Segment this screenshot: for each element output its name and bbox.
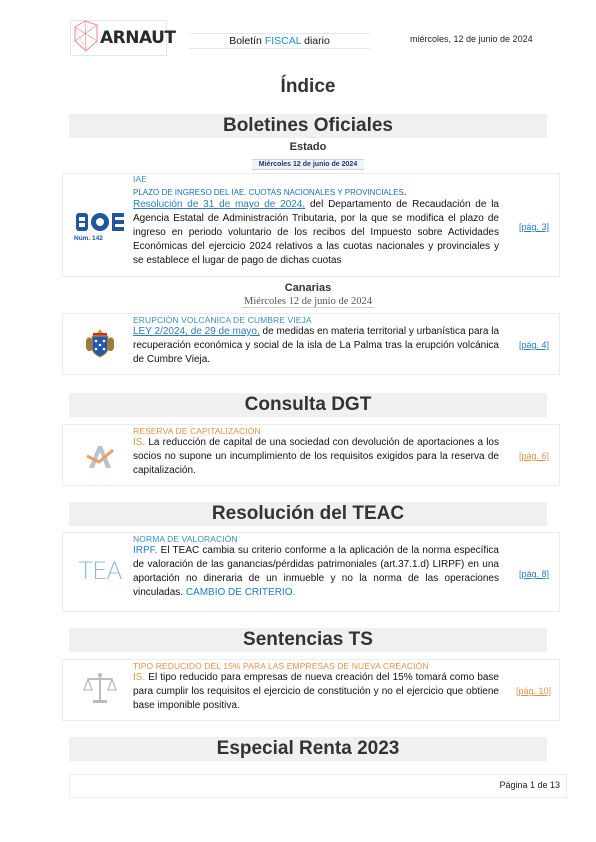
page-footer bbox=[69, 774, 567, 798]
entry-cumbre-vieja-content bbox=[133, 315, 499, 367]
bulletin-title-prefix: Boletín bbox=[229, 35, 265, 47]
entry-tipo-reducido-tag: IS. bbox=[133, 672, 146, 683]
boe-number-label: Núm. 142 bbox=[74, 234, 103, 242]
scales-of-justice-icon bbox=[69, 666, 131, 710]
entry-tipo-reducido-text: El tipo reducido para empresas de nueva creación del 15% tomará como base para cumplir los requisitos el ejercicio de constitución y no el ejercicio que obtiene base imponible positiva. bbox=[133, 672, 499, 711]
bulletin-title-suffix: diario bbox=[301, 35, 330, 47]
entry-reserva-capitalizacion-text: La reducción de capital de una sociedad con devolución de aportaciones a los socios no supone un incumplimiento de los requisitos exigidos para la reserva de capitalización. bbox=[133, 437, 499, 476]
entry-norma-valoracion-content bbox=[133, 534, 499, 600]
entry-iae-category: IAE bbox=[133, 174, 148, 184]
entry-cumbre-vieja-body bbox=[133, 325, 499, 367]
entry-tipo-reducido-page-link[interactable]: [pág. 10] bbox=[515, 686, 551, 696]
entry-reserva-capitalizacion-tag: IS. bbox=[133, 437, 146, 448]
boe-icon bbox=[69, 204, 131, 248]
canarias-date-label: Miércoles 12 de junio de 2024 bbox=[243, 296, 372, 307]
entry-norma-valoracion-category: NORMA DE VALORACIÓN bbox=[133, 534, 238, 544]
logo-text: ARNAUT bbox=[100, 28, 176, 48]
entry-iae-text: del Departamento de Recaudación de la Agencia Estatal de Administración Tributaria, por la que se modifica el plazo de ingreso en periodo voluntario de los recibos del Impuesto sobre Actividades Económicas del ejercicio 2024 relativos a las cuotas nacionales y provinciales y se establece el lugar de pago de dichas cuotas bbox=[133, 199, 499, 266]
entry-cumbre-vieja-text: de medidas en materia territorial y urbanística para la recuperación económica y social de la isla de La Palma tras la erupción volcánica de Cumbre Vieja. bbox=[133, 326, 499, 365]
estado-date-label: Miércoles 12 de junio de 2024 bbox=[252, 159, 364, 170]
entry-iae-headline-end: . bbox=[403, 187, 407, 198]
index-title: Índice bbox=[280, 76, 336, 97]
section-boletines-title: Boletines Oficiales bbox=[69, 114, 547, 138]
entry-norma-valoracion-text: El TEAC cambia su criterio conforme a la aplicación de la norma específica de valoración de las ganancias/pérdidas patrimoniales (art.37.1.d) LIRPF) en una aportación no dineraria de un inmueble y no la norma de las operaciones vinculadas. bbox=[133, 545, 499, 598]
entry-cumbre-vieja-page-link[interactable]: [pág. 4] bbox=[518, 340, 549, 350]
entry-reserva-capitalizacion bbox=[62, 424, 560, 486]
entry-norma-valoracion-tag: IRPF. bbox=[133, 545, 158, 556]
entry-iae-link[interactable]: Resolución de 31 de mayo de 2024, bbox=[133, 199, 306, 210]
subsection-estado-title: Estado bbox=[289, 141, 327, 153]
canarias-coat-of-arms-icon bbox=[69, 322, 131, 366]
entry-cumbre-vieja-link[interactable]: LEY 2/2024, de 29 de mayo, bbox=[133, 326, 260, 337]
entry-norma-valoracion-body bbox=[133, 544, 499, 600]
entry-reserva-capitalizacion-content bbox=[133, 426, 499, 478]
section-dgt-title: Consulta DGT bbox=[69, 393, 547, 417]
entry-iae bbox=[62, 173, 560, 277]
entry-iae-headline-text: PLAZO DE INGRESO DEL IAE. CUOTAS NACIONALES Y PROVINCIALES bbox=[133, 188, 404, 197]
tea-icon-text: TEA bbox=[78, 557, 122, 585]
page-header bbox=[0, 0, 596, 60]
entry-tipo-reducido bbox=[62, 659, 560, 721]
entry-norma-valoracion-page-link[interactable]: [pág. 8] bbox=[518, 569, 549, 579]
entry-tipo-reducido-body bbox=[133, 671, 499, 713]
aeat-icon bbox=[69, 435, 131, 477]
subsection-canarias-title: Canarias bbox=[284, 282, 332, 294]
arnaut-logo bbox=[70, 20, 176, 56]
arnaut-logo-icon bbox=[71, 19, 101, 58]
entry-cumbre-vieja-category: ERUPCIÓN VOLCÁNICA DE CUMBRE VIEJA bbox=[133, 315, 312, 325]
entry-tipo-reducido-content bbox=[133, 661, 499, 713]
entry-cumbre-vieja bbox=[62, 313, 560, 375]
entry-norma-valoracion bbox=[62, 532, 560, 612]
entry-reserva-capitalizacion-category: RESERVA DE CAPITALIZACIÓN bbox=[133, 426, 261, 436]
tea-icon bbox=[69, 551, 131, 591]
entry-reserva-capitalizacion-body bbox=[133, 436, 499, 478]
entry-iae-body bbox=[133, 198, 499, 268]
page-number: Página 1 de 13 bbox=[499, 780, 560, 790]
entry-iae-headline bbox=[133, 187, 499, 198]
entry-tipo-reducido-category: TIPO REDUCIDO DEL 15% PARA LAS EMPRESAS DE NUEVA CREACIÓN bbox=[133, 661, 429, 671]
entry-norma-valoracion-highlight: CAMBIO DE CRITERIO. bbox=[185, 587, 296, 598]
entry-iae-page-link[interactable]: [pág. 3] bbox=[518, 222, 549, 232]
section-renta-title: Especial Renta 2023 bbox=[69, 737, 547, 761]
entry-iae-content bbox=[133, 174, 499, 268]
header-date: miércoles, 12 de junio de 2024 bbox=[410, 34, 533, 44]
bulletin-title-highlight: FISCAL bbox=[264, 35, 302, 47]
entry-reserva-capitalizacion-page-link[interactable]: [pág. 6] bbox=[518, 451, 549, 461]
section-teac-title: Resolución del TEAC bbox=[69, 502, 547, 526]
section-ts-title: Sentencias TS bbox=[69, 628, 547, 652]
bulletin-title bbox=[189, 33, 370, 49]
